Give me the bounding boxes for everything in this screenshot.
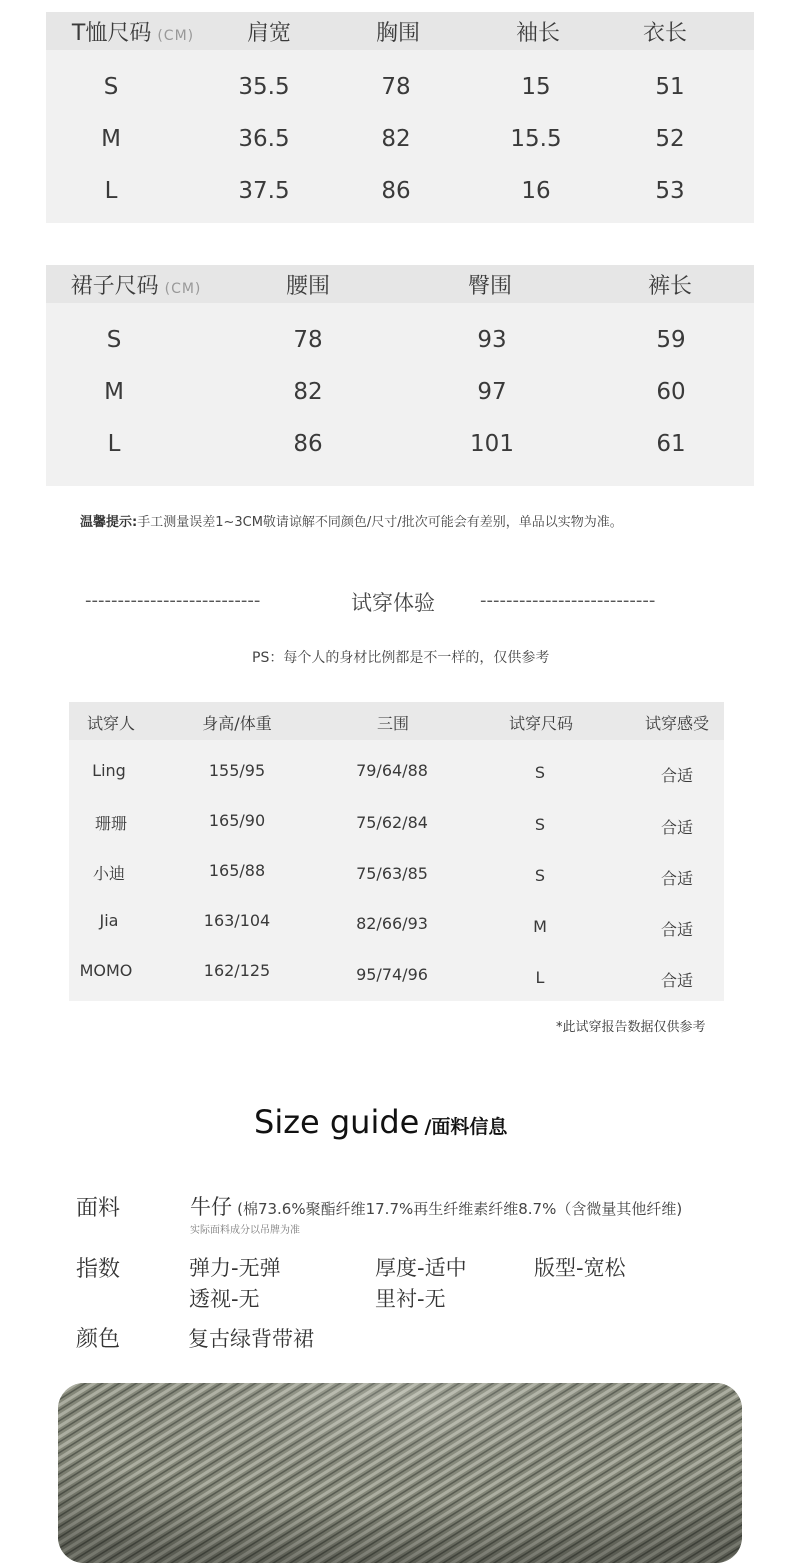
table-cell: 35.5 — [238, 74, 290, 100]
table-cell: S — [534, 866, 546, 885]
table-cell: 78 — [293, 327, 323, 353]
tshirt-size-table — [46, 12, 754, 223]
table-cell: 86 — [293, 431, 323, 457]
table-cell: 78 — [381, 74, 411, 100]
size-label: L — [107, 431, 121, 457]
denim-texture — [58, 1383, 742, 1563]
table-cell: 61 — [656, 431, 686, 457]
tshirt-header-label: T恤尺码 (CM) — [71, 21, 195, 46]
col-tried-size: 试穿尺码 — [508, 714, 574, 733]
col-length: 衣长 — [642, 21, 688, 46]
tip-text: 手工测量误差1~3CM敬请谅解不同颜色/尺寸/批次可能会有差别，单品以实物为准。 — [137, 515, 623, 530]
lining-index: 里衬-无 — [375, 1287, 446, 1311]
tester-name: Ling — [92, 761, 126, 780]
table-cell: 合适 — [660, 971, 694, 990]
size-guide-subtitle: /面料信息 — [424, 1116, 508, 1138]
col-sleeve: 袖长 — [515, 21, 561, 46]
color-label: 颜色 — [76, 1327, 121, 1352]
table-cell: 合适 — [660, 869, 694, 888]
table-cell: M — [533, 917, 547, 936]
table-cell: S — [534, 815, 546, 834]
table-cell: 79/64/88 — [356, 761, 428, 780]
table-cell: 82 — [293, 379, 323, 405]
fabric-composition: (棉73.6%聚酯纤维17.7%再生纤维素纤维8.7%（含微量其他纤维) — [237, 1200, 683, 1218]
tester-name: 珊珊 — [94, 814, 128, 833]
table-cell: 75/63/85 — [356, 864, 428, 883]
table-cell: 合适 — [660, 766, 694, 785]
table-cell: 16 — [521, 178, 551, 204]
transparency-index: 透视-无 — [189, 1287, 260, 1311]
table-cell: 162/125 — [203, 961, 271, 980]
table-cell: 93 — [477, 327, 507, 353]
table-cell: 合适 — [660, 818, 694, 837]
size-label: S — [106, 327, 122, 353]
table-cell: 101 — [470, 431, 514, 457]
size-label: L — [104, 178, 118, 204]
tip-label: 温馨提示: — [80, 515, 138, 530]
unit-label: (CM) — [164, 281, 202, 297]
ps-note: PS：每个人的身材比例都是不一样的，仅供参考 — [252, 650, 550, 666]
unit-label: (CM) — [157, 28, 195, 44]
skirt-size-table — [46, 265, 754, 486]
table-cell: 37.5 — [238, 178, 290, 204]
table-cell: 36.5 — [238, 126, 290, 152]
table-cell: 60 — [656, 379, 686, 405]
try-on-title: 试穿体验 — [351, 591, 435, 615]
fit-type-index: 版型-宽松 — [534, 1256, 626, 1280]
table-cell: 53 — [655, 178, 685, 204]
tshirt-table-header — [46, 12, 754, 50]
fabric-texture-photo — [58, 1383, 742, 1563]
try-on-disclaimer: *此试穿报告数据仅供参考 — [556, 1020, 706, 1035]
table-cell: 合适 — [660, 920, 694, 939]
table-cell: 163/104 — [203, 911, 271, 930]
color-value: 复古绿背带裙 — [188, 1327, 314, 1351]
col-chest: 胸围 — [375, 21, 421, 46]
table-cell: 95/74/96 — [356, 965, 428, 984]
fabric-main: 牛仔 — [190, 1195, 232, 1219]
table-cell: 165/90 — [208, 811, 266, 830]
skirt-table-header — [46, 265, 754, 303]
table-cell: 51 — [655, 74, 685, 100]
col-pants-length: 裤长 — [647, 274, 693, 299]
skirt-header-label: 裙子尺码 (CM) — [70, 274, 202, 299]
table-cell: 82 — [381, 126, 411, 152]
col-feeling: 试穿感受 — [644, 714, 710, 733]
table-cell: 155/95 — [208, 761, 266, 780]
size-guide-heading — [254, 1103, 507, 1141]
table-cell: 86 — [381, 178, 411, 204]
col-height-weight: 身高/体重 — [202, 714, 272, 733]
measurement-tip — [80, 511, 623, 530]
stretch-index: 弹力-无弹 — [189, 1256, 281, 1280]
table-cell: 15.5 — [510, 126, 562, 152]
col-shoulder: 肩宽 — [246, 21, 292, 46]
size-label: M — [101, 126, 121, 152]
table-cell: S — [534, 763, 546, 782]
divider-right: --------------------------- — [480, 590, 656, 611]
tester-name: Jia — [99, 911, 119, 930]
thickness-index: 厚度-适中 — [375, 1256, 467, 1280]
size-label: S — [103, 74, 119, 100]
size-guide-title: Size guide — [254, 1103, 420, 1141]
fabric-info — [190, 1191, 682, 1221]
col-waist: 腰围 — [285, 274, 331, 299]
try-on-table — [69, 702, 724, 1001]
size-label: M — [104, 379, 124, 405]
table-cell: 15 — [521, 74, 551, 100]
table-cell: 82/66/93 — [356, 914, 428, 933]
table-cell: 165/88 — [208, 861, 266, 880]
col-hip: 臀围 — [467, 274, 513, 299]
table-cell: L — [535, 968, 545, 987]
table-cell: 52 — [655, 126, 685, 152]
tester-name: MOMO — [79, 961, 133, 980]
table-cell: 97 — [477, 379, 507, 405]
col-tester: 试穿人 — [86, 714, 136, 733]
divider-left: --------------------------- — [85, 590, 261, 611]
fabric-note: 实际面料成分以吊牌为准 — [190, 1225, 300, 1236]
tester-name: 小迪 — [92, 864, 126, 883]
table-cell: 75/62/84 — [356, 813, 428, 832]
try-on-table-header — [69, 702, 724, 740]
table-cell: 59 — [656, 327, 686, 353]
fabric-label: 面料 — [76, 1196, 121, 1221]
col-measurements: 三围 — [376, 714, 410, 733]
index-label: 指数 — [76, 1257, 121, 1282]
